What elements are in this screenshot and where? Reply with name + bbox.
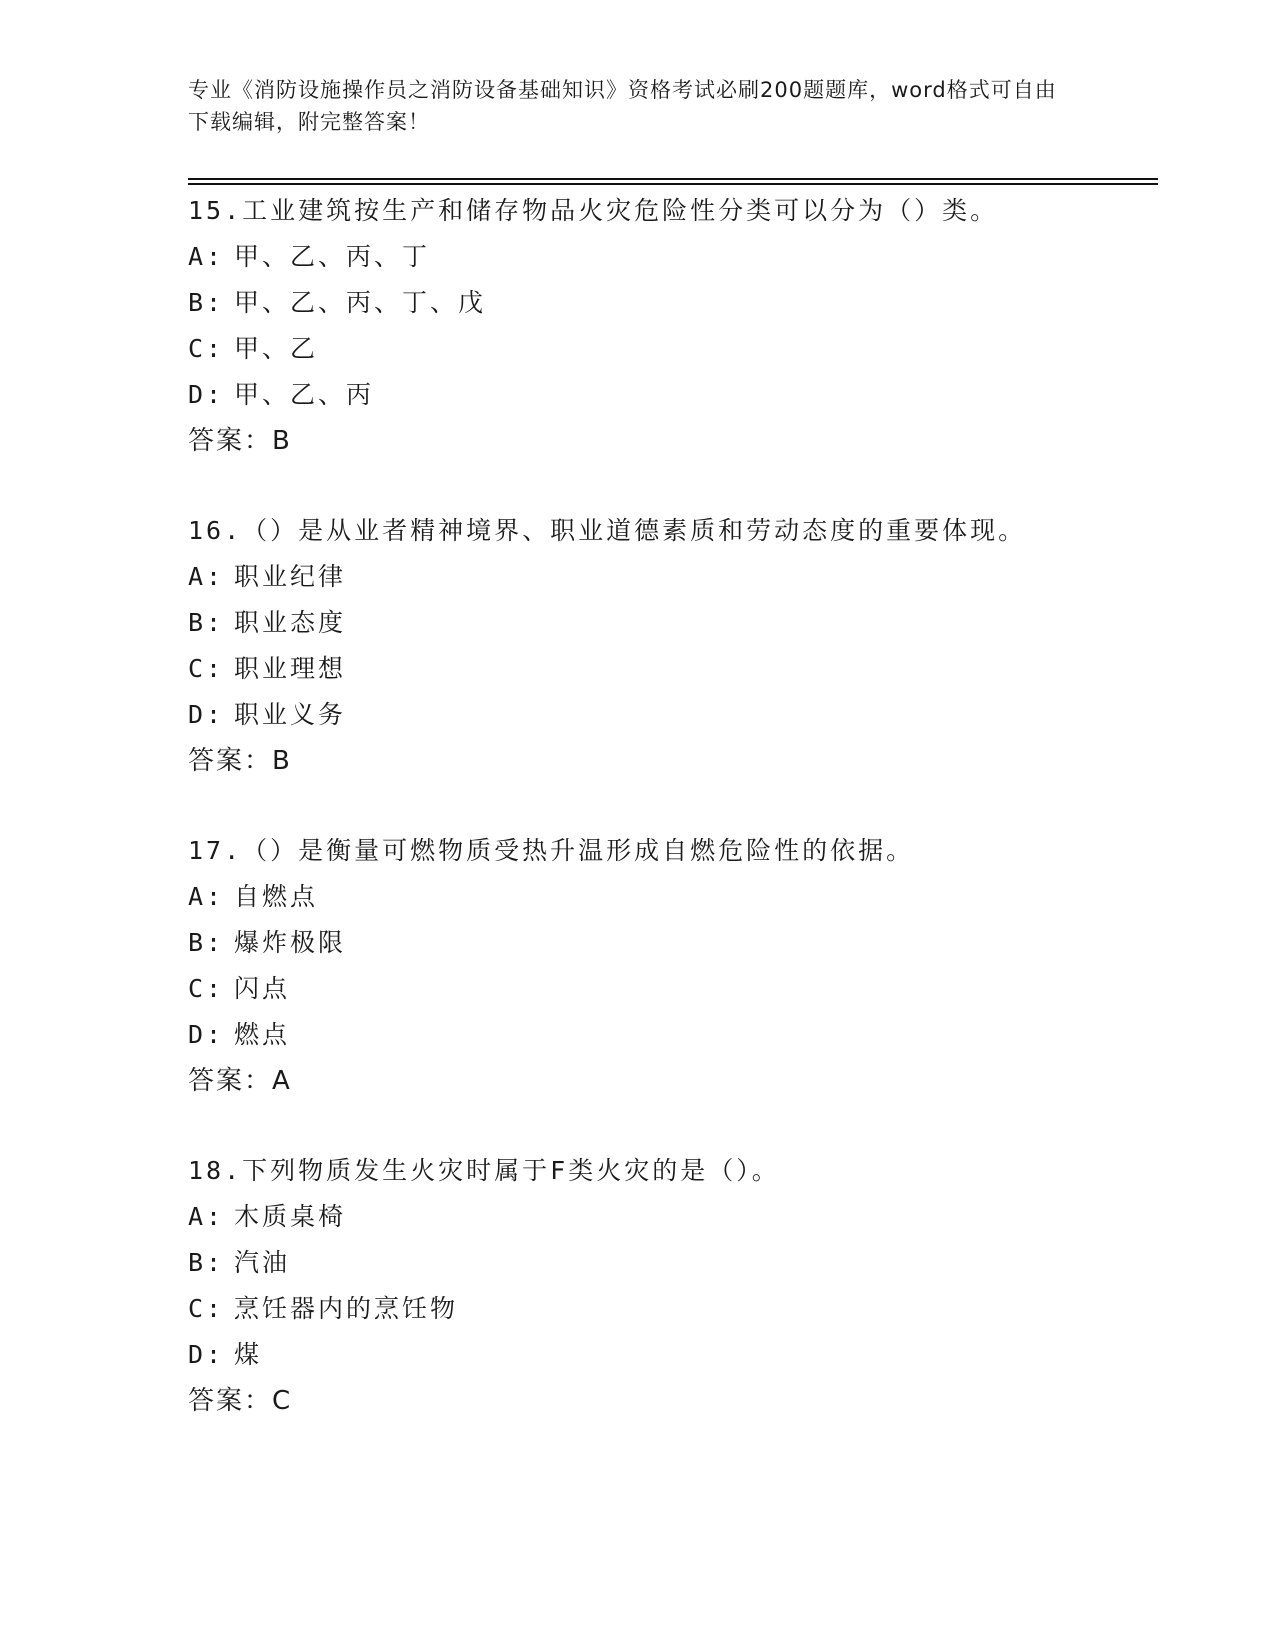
option-text: 闪点 — [234, 974, 291, 1003]
option-letter: C: — [188, 654, 225, 683]
option-d — [188, 692, 1168, 738]
option-text: 甲、乙、丙、丁 — [234, 242, 431, 271]
option-text: 职业理想 — [234, 654, 347, 683]
option-c — [188, 1286, 1168, 1332]
answer-line: 答案：A — [188, 1066, 292, 1096]
option-letter: D: — [188, 380, 225, 409]
header-divider-bottom — [188, 183, 1158, 185]
option-letter: D: — [188, 700, 225, 729]
option-b — [188, 280, 1168, 326]
question-title: 17.（）是衡量可燃物质受热升温形成自燃危险性的依据。 — [188, 836, 915, 865]
answer-line: 答案：C — [188, 1386, 293, 1416]
option-a — [188, 554, 1168, 600]
question-17 — [188, 828, 1168, 1104]
answer-line: 答案：B — [188, 746, 292, 776]
document-header: 专业《消防设施操作员之消防设备基础知识》资格考试必刷200题题库，word格式可自由下载编辑，附完整答案！ — [188, 78, 1057, 134]
option-letter: D: — [188, 1340, 225, 1369]
question-title: 18.下列物质发生火灾时属于F类火灾的是（）。 — [188, 1156, 780, 1185]
question-18 — [188, 1148, 1168, 1424]
option-letter: A: — [188, 1202, 225, 1231]
option-c — [188, 646, 1168, 692]
option-b — [188, 1240, 1168, 1286]
answer-line: 答案：B — [188, 426, 292, 456]
option-letter: B: — [188, 928, 225, 957]
option-a — [188, 234, 1168, 280]
option-letter: C: — [188, 974, 225, 1003]
question-title: 15.工业建筑按生产和储存物品火灾危险性分类可以分为（）类。 — [188, 196, 999, 225]
option-letter: A: — [188, 242, 225, 271]
option-letter: C: — [188, 334, 225, 363]
option-text: 煤 — [234, 1340, 263, 1369]
option-letter: B: — [188, 288, 225, 317]
option-text: 职业纪律 — [234, 562, 347, 591]
option-text: 汽油 — [234, 1248, 291, 1277]
option-c — [188, 326, 1168, 372]
header-divider-top — [188, 178, 1158, 180]
option-text: 燃点 — [234, 1020, 291, 1049]
option-b — [188, 920, 1168, 966]
option-a — [188, 874, 1168, 920]
option-text: 甲、乙、丙、丁、戊 — [234, 288, 487, 317]
question-15 — [188, 188, 1168, 464]
option-b — [188, 600, 1168, 646]
option-text: 甲、乙 — [234, 334, 319, 363]
option-text: 爆炸极限 — [234, 928, 347, 957]
option-d — [188, 1012, 1168, 1058]
option-text: 甲、乙、丙 — [234, 380, 375, 409]
option-text: 木质桌椅 — [234, 1202, 347, 1231]
option-letter: A: — [188, 882, 225, 911]
option-c — [188, 966, 1168, 1012]
option-d — [188, 372, 1168, 418]
option-letter: B: — [188, 608, 225, 637]
option-letter: D: — [188, 1020, 225, 1049]
option-d — [188, 1332, 1168, 1378]
option-a — [188, 1194, 1168, 1240]
question-16 — [188, 508, 1168, 784]
option-text: 职业态度 — [234, 608, 347, 637]
option-text: 烹饪器内的烹饪物 — [234, 1294, 459, 1323]
option-letter: C: — [188, 1294, 225, 1323]
option-text: 职业义务 — [234, 700, 347, 729]
option-text: 自燃点 — [234, 882, 319, 911]
option-letter: A: — [188, 562, 225, 591]
option-letter: B: — [188, 1248, 225, 1277]
question-title: 16.（）是从业者精神境界、职业道德素质和劳动态度的重要体现。 — [188, 516, 1027, 545]
